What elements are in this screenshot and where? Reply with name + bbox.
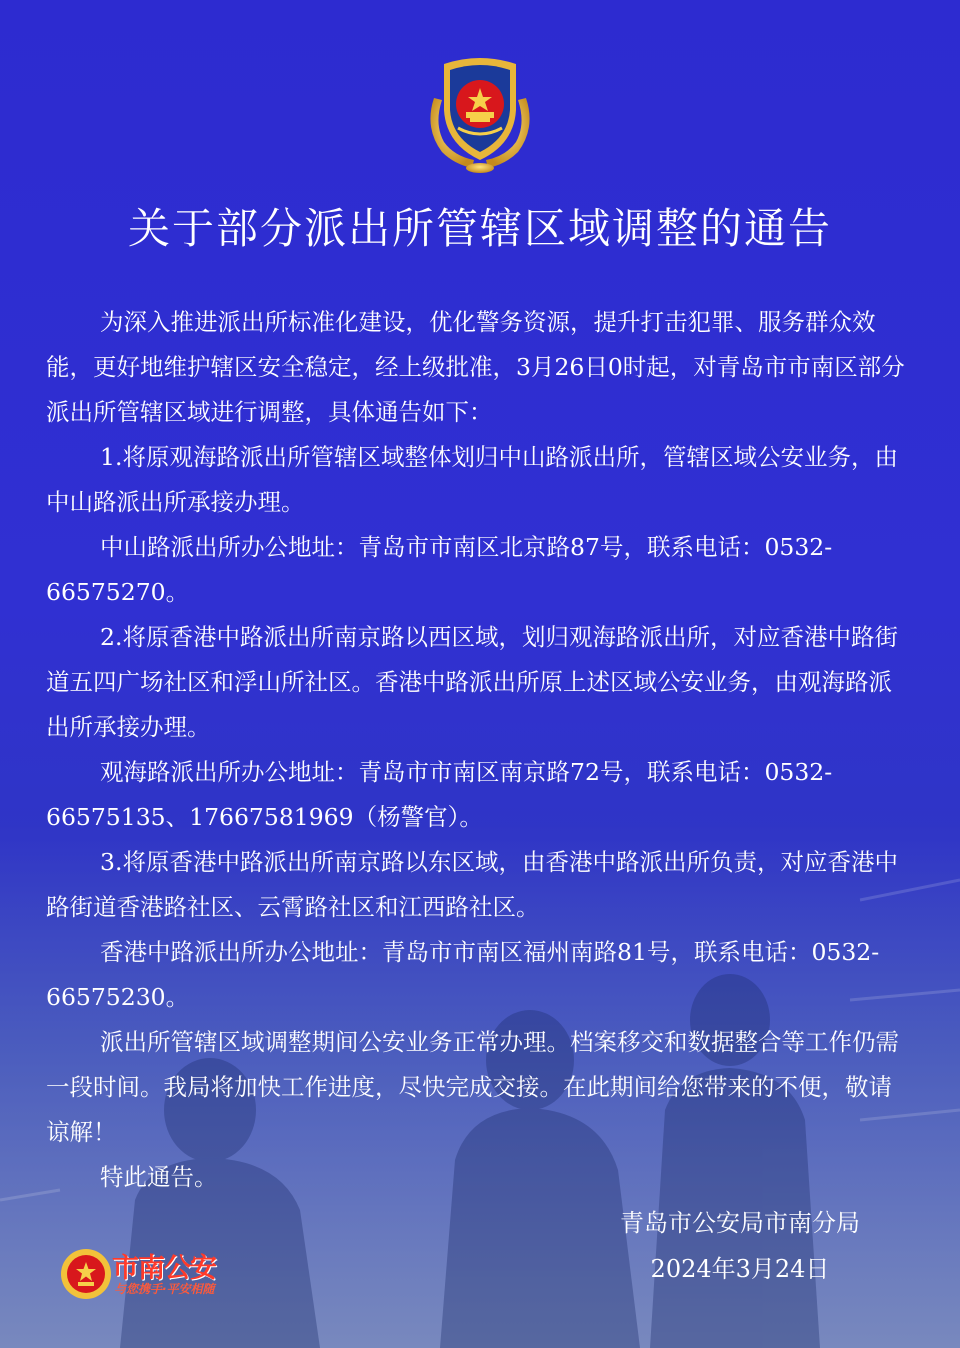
item-2-paragraph: 2.将原香港中路派出所南京路以西区域，划归观海路派出所，对应香港中路街道五四广场社区和浮山所社区。香港中路派出所原上述区域公安业务，由观海路派出所承接办理。 <box>46 623 898 741</box>
notice-body <box>46 300 914 1200</box>
shinan-police-logo <box>58 1246 258 1306</box>
signature-org: 青岛市公安局市南分局 <box>620 1209 860 1237</box>
item-3-address: 香港中路派出所办公地址：青岛市市南区福州南路81号，联系电话：0532-66575230。 <box>46 938 880 1011</box>
police-emblem-icon <box>414 48 546 174</box>
item-1-address: 中山路派出所办公地址：青岛市市南区北京路87号，联系电话：0532-66575270。 <box>46 533 833 606</box>
item-2-address: 观海路派出所办公地址：青岛市市南区南京路72号，联系电话：0532-66575135、17667581969（杨警官）。 <box>46 758 833 831</box>
page-title: 关于部分派出所管辖区域调整的通告 <box>127 204 832 253</box>
signature-date: 2024年3月24日 <box>650 1255 830 1283</box>
item-3-paragraph: 3.将原香港中路派出所南京路以东区域，由香港中路派出所负责，对应香港中路街道香港路社区、云霄路社区和江西路社区。 <box>46 848 898 921</box>
logo-slogan: 与您携手·平安相随 <box>114 1282 215 1296</box>
signature-block <box>560 1200 920 1292</box>
police-badge-icon <box>58 1246 114 1304</box>
intro-paragraph: 为深入推进派出所标准化建设，优化警务资源，提升打击犯罪、服务群众效能，更好地维护辖区安全稳定，经上级批准，3月26日0时起，对青岛市市南区部分派出所管辖区域进行调整，具体通告如下： <box>46 308 905 426</box>
logo-name: 市南公安 <box>112 1253 216 1284</box>
closing-paragraph: 派出所管辖区域调整期间公安业务正常办理。档案移交和数据整合等工作仍需一段时间。我局将加快工作进度，尽快完成交接。在此期间给您带来的不便，敬请谅解！ <box>46 1028 900 1146</box>
ending-line: 特此通告。 <box>100 1163 218 1191</box>
item-1-paragraph: 1.将原观海路派出所管辖区域整体划归中山路派出所，管辖区域公安业务，由中山路派出所承接办理。 <box>46 443 898 516</box>
